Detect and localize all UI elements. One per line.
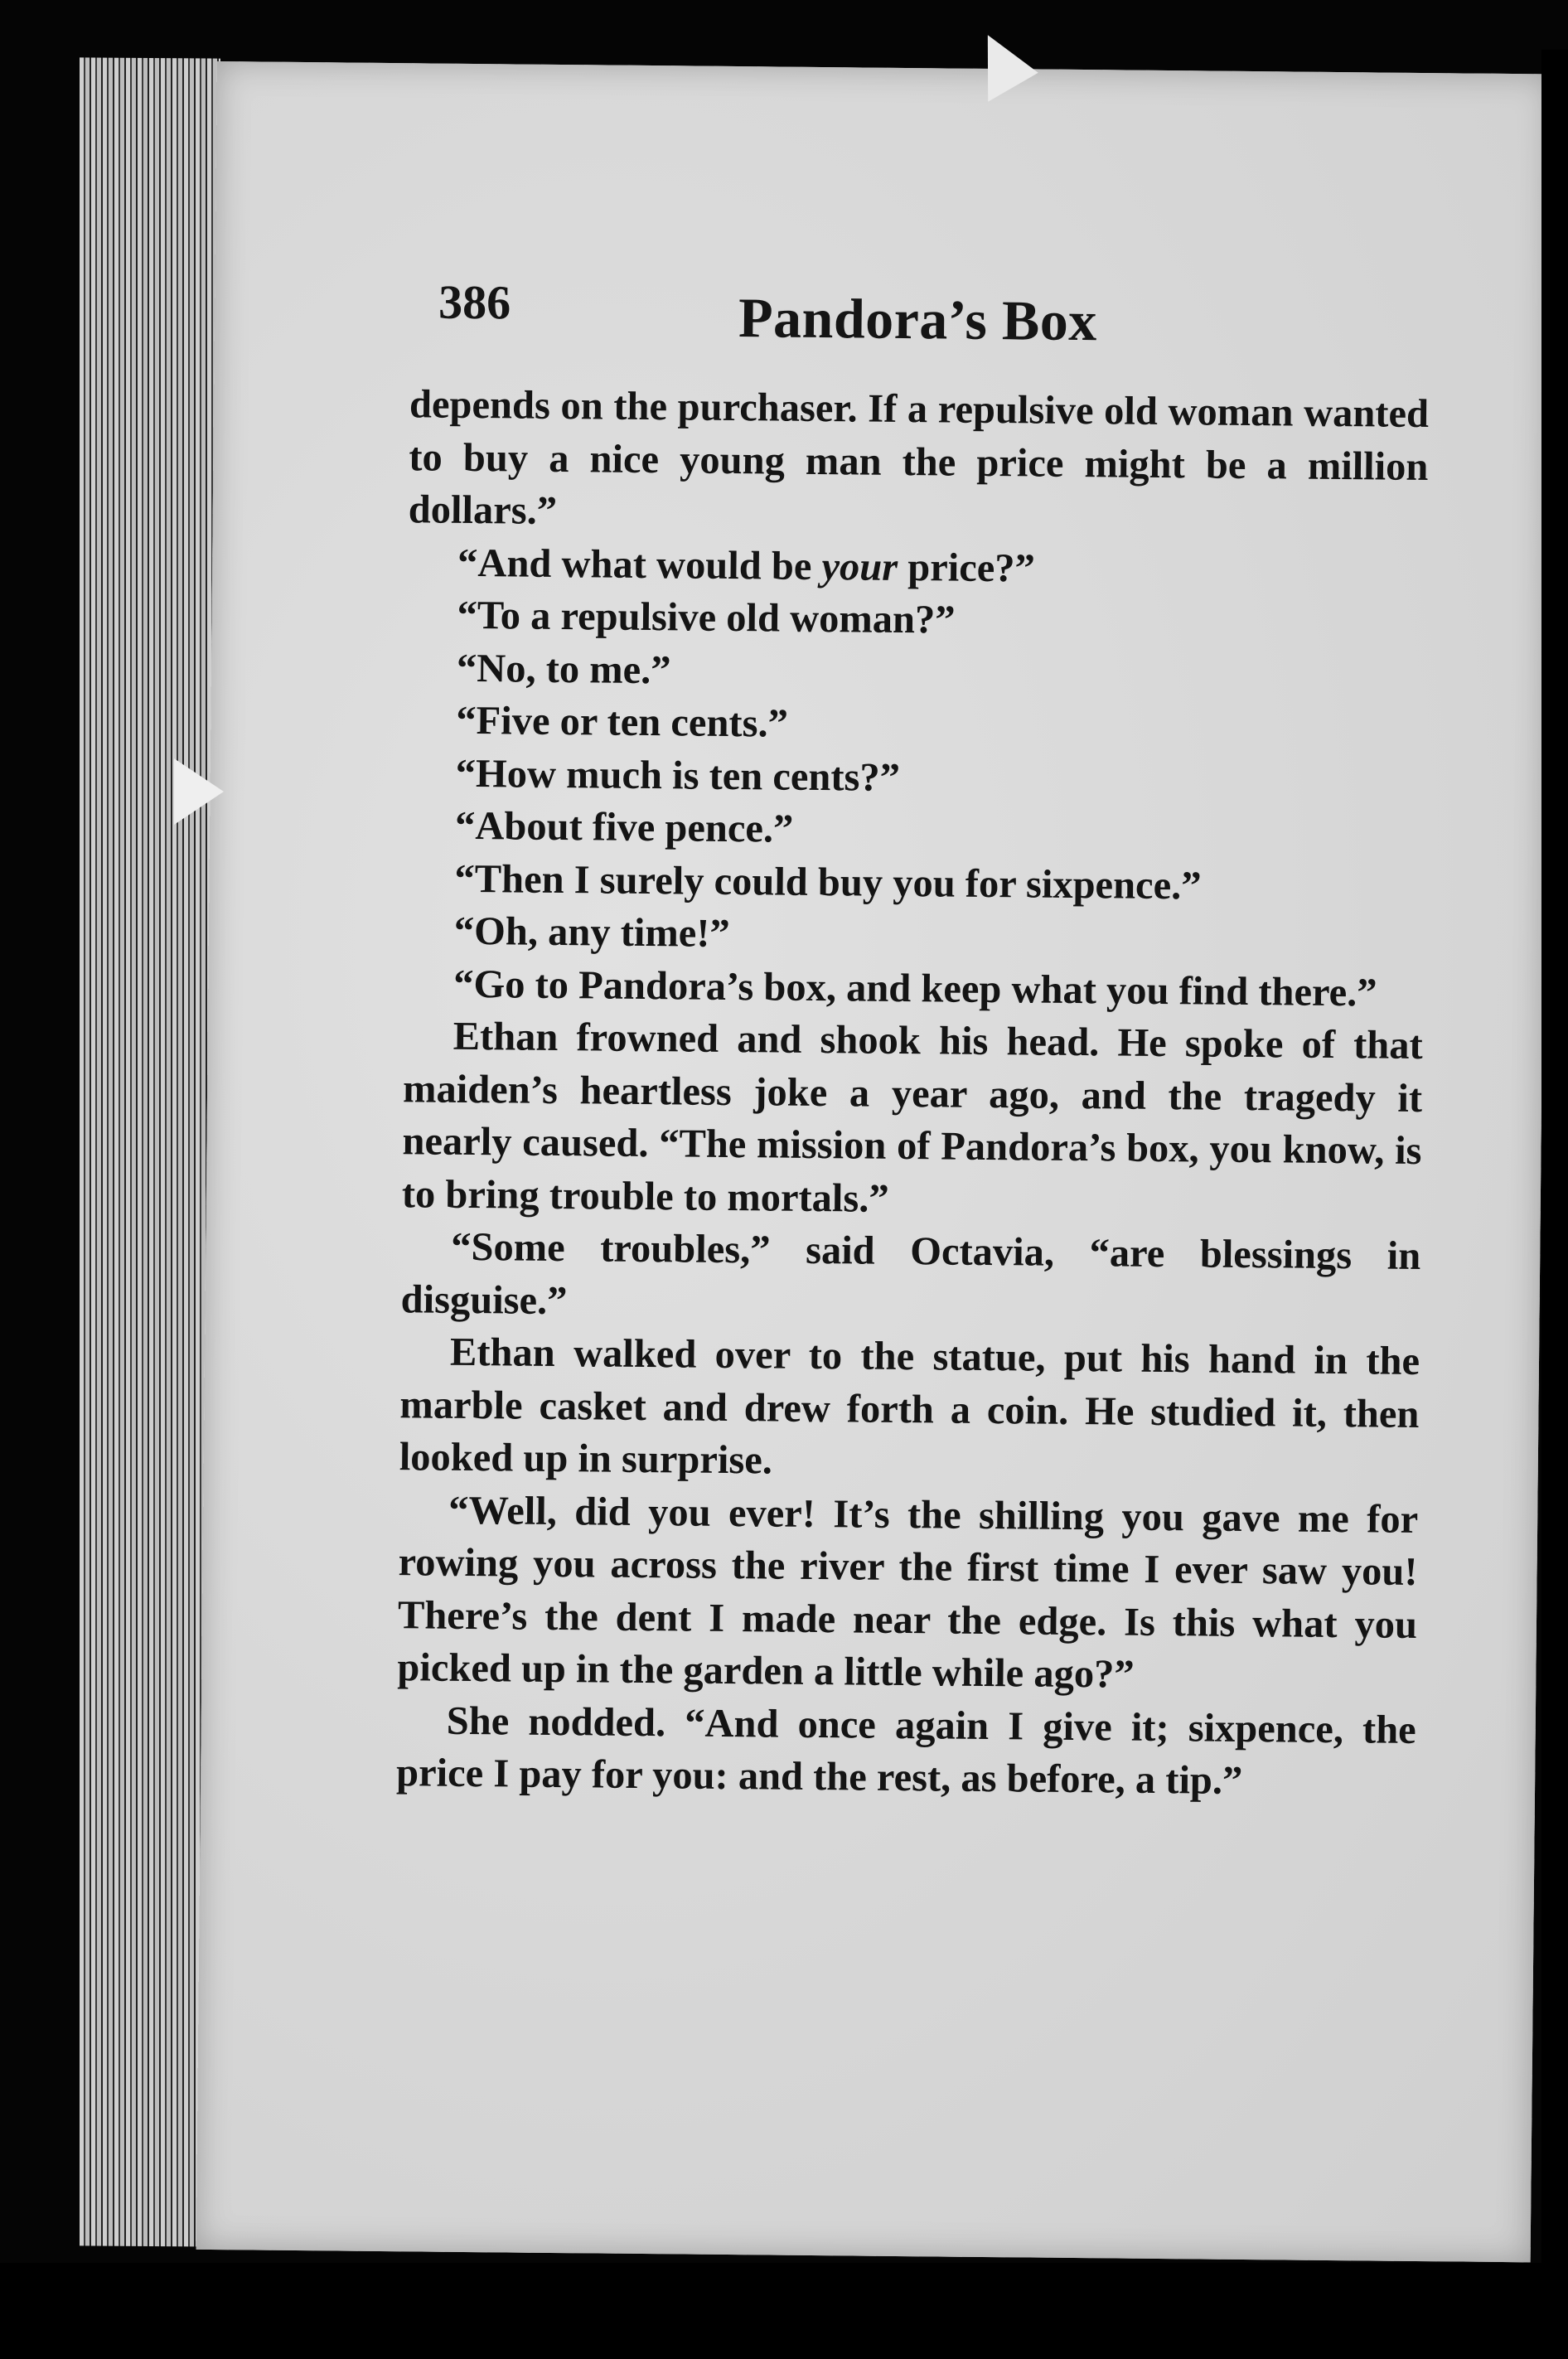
paragraph: “How much is ten cents?” — [455, 751, 901, 800]
book-page — [196, 61, 1551, 2262]
paper-tear-mark — [174, 758, 224, 825]
paragraph: “Then I surely could buy you for sixpence.” — [454, 856, 1202, 908]
page-number: 386 — [438, 274, 511, 330]
scan-shadow — [1541, 50, 1568, 2359]
paragraph: “Five or ten cents.” — [456, 698, 789, 746]
paragraph: Ethan frowned and shook his head. He spoke of that maiden’s heartless joke a year ago, and the tragedy it nearly caused. “The mission of Pandora’s box, you know, is to bring trouble to mortals.” — [401, 1014, 1423, 1221]
paragraph: “Some troubles,” said Octavia, “are blessings in disguise.” — [400, 1224, 1421, 1323]
page-header — [438, 271, 1375, 380]
paragraph: depends on the purchaser. If a repulsive old woman wanted to buy a nice young man the price might be a million dollars.” — [408, 382, 1430, 533]
emphasis-text: your — [821, 544, 898, 589]
paragraph-text: “And what would be — [457, 540, 822, 589]
paragraph: “Well, did you ever! It’s the shilling you gave me for rowing you across the river the first time I ever saw you! There’s the dent I made near the edge. Is this what you picked up in the garden a little while ago?” — [397, 1488, 1419, 1697]
paragraph: “No, to me.” — [456, 646, 671, 692]
paragraph: “Go to Pandora’s box, and keep what you find there.” — [453, 962, 1377, 1015]
running-head: Pandora’s Box — [738, 286, 1098, 353]
paragraph: “Oh, any time!” — [453, 908, 730, 956]
body-text — [396, 378, 1429, 1809]
paragraph: “About five pence.” — [454, 803, 794, 851]
paragraph: “To a repulsive old woman?” — [457, 593, 956, 642]
paragraph: She nodded. “And once again I give it; sixpence, the price I pay for you: and the rest, as before, a tip.” — [395, 1698, 1416, 1803]
paragraph: Ethan walked over to the statue, put his hand in the marble casket and drew forth a coin. He studied it, then looked up in surprise. — [399, 1330, 1420, 1483]
scan-shadow — [0, 2263, 1568, 2359]
paragraph-text: price?” — [897, 545, 1036, 590]
paragraph — [408, 536, 1428, 598]
